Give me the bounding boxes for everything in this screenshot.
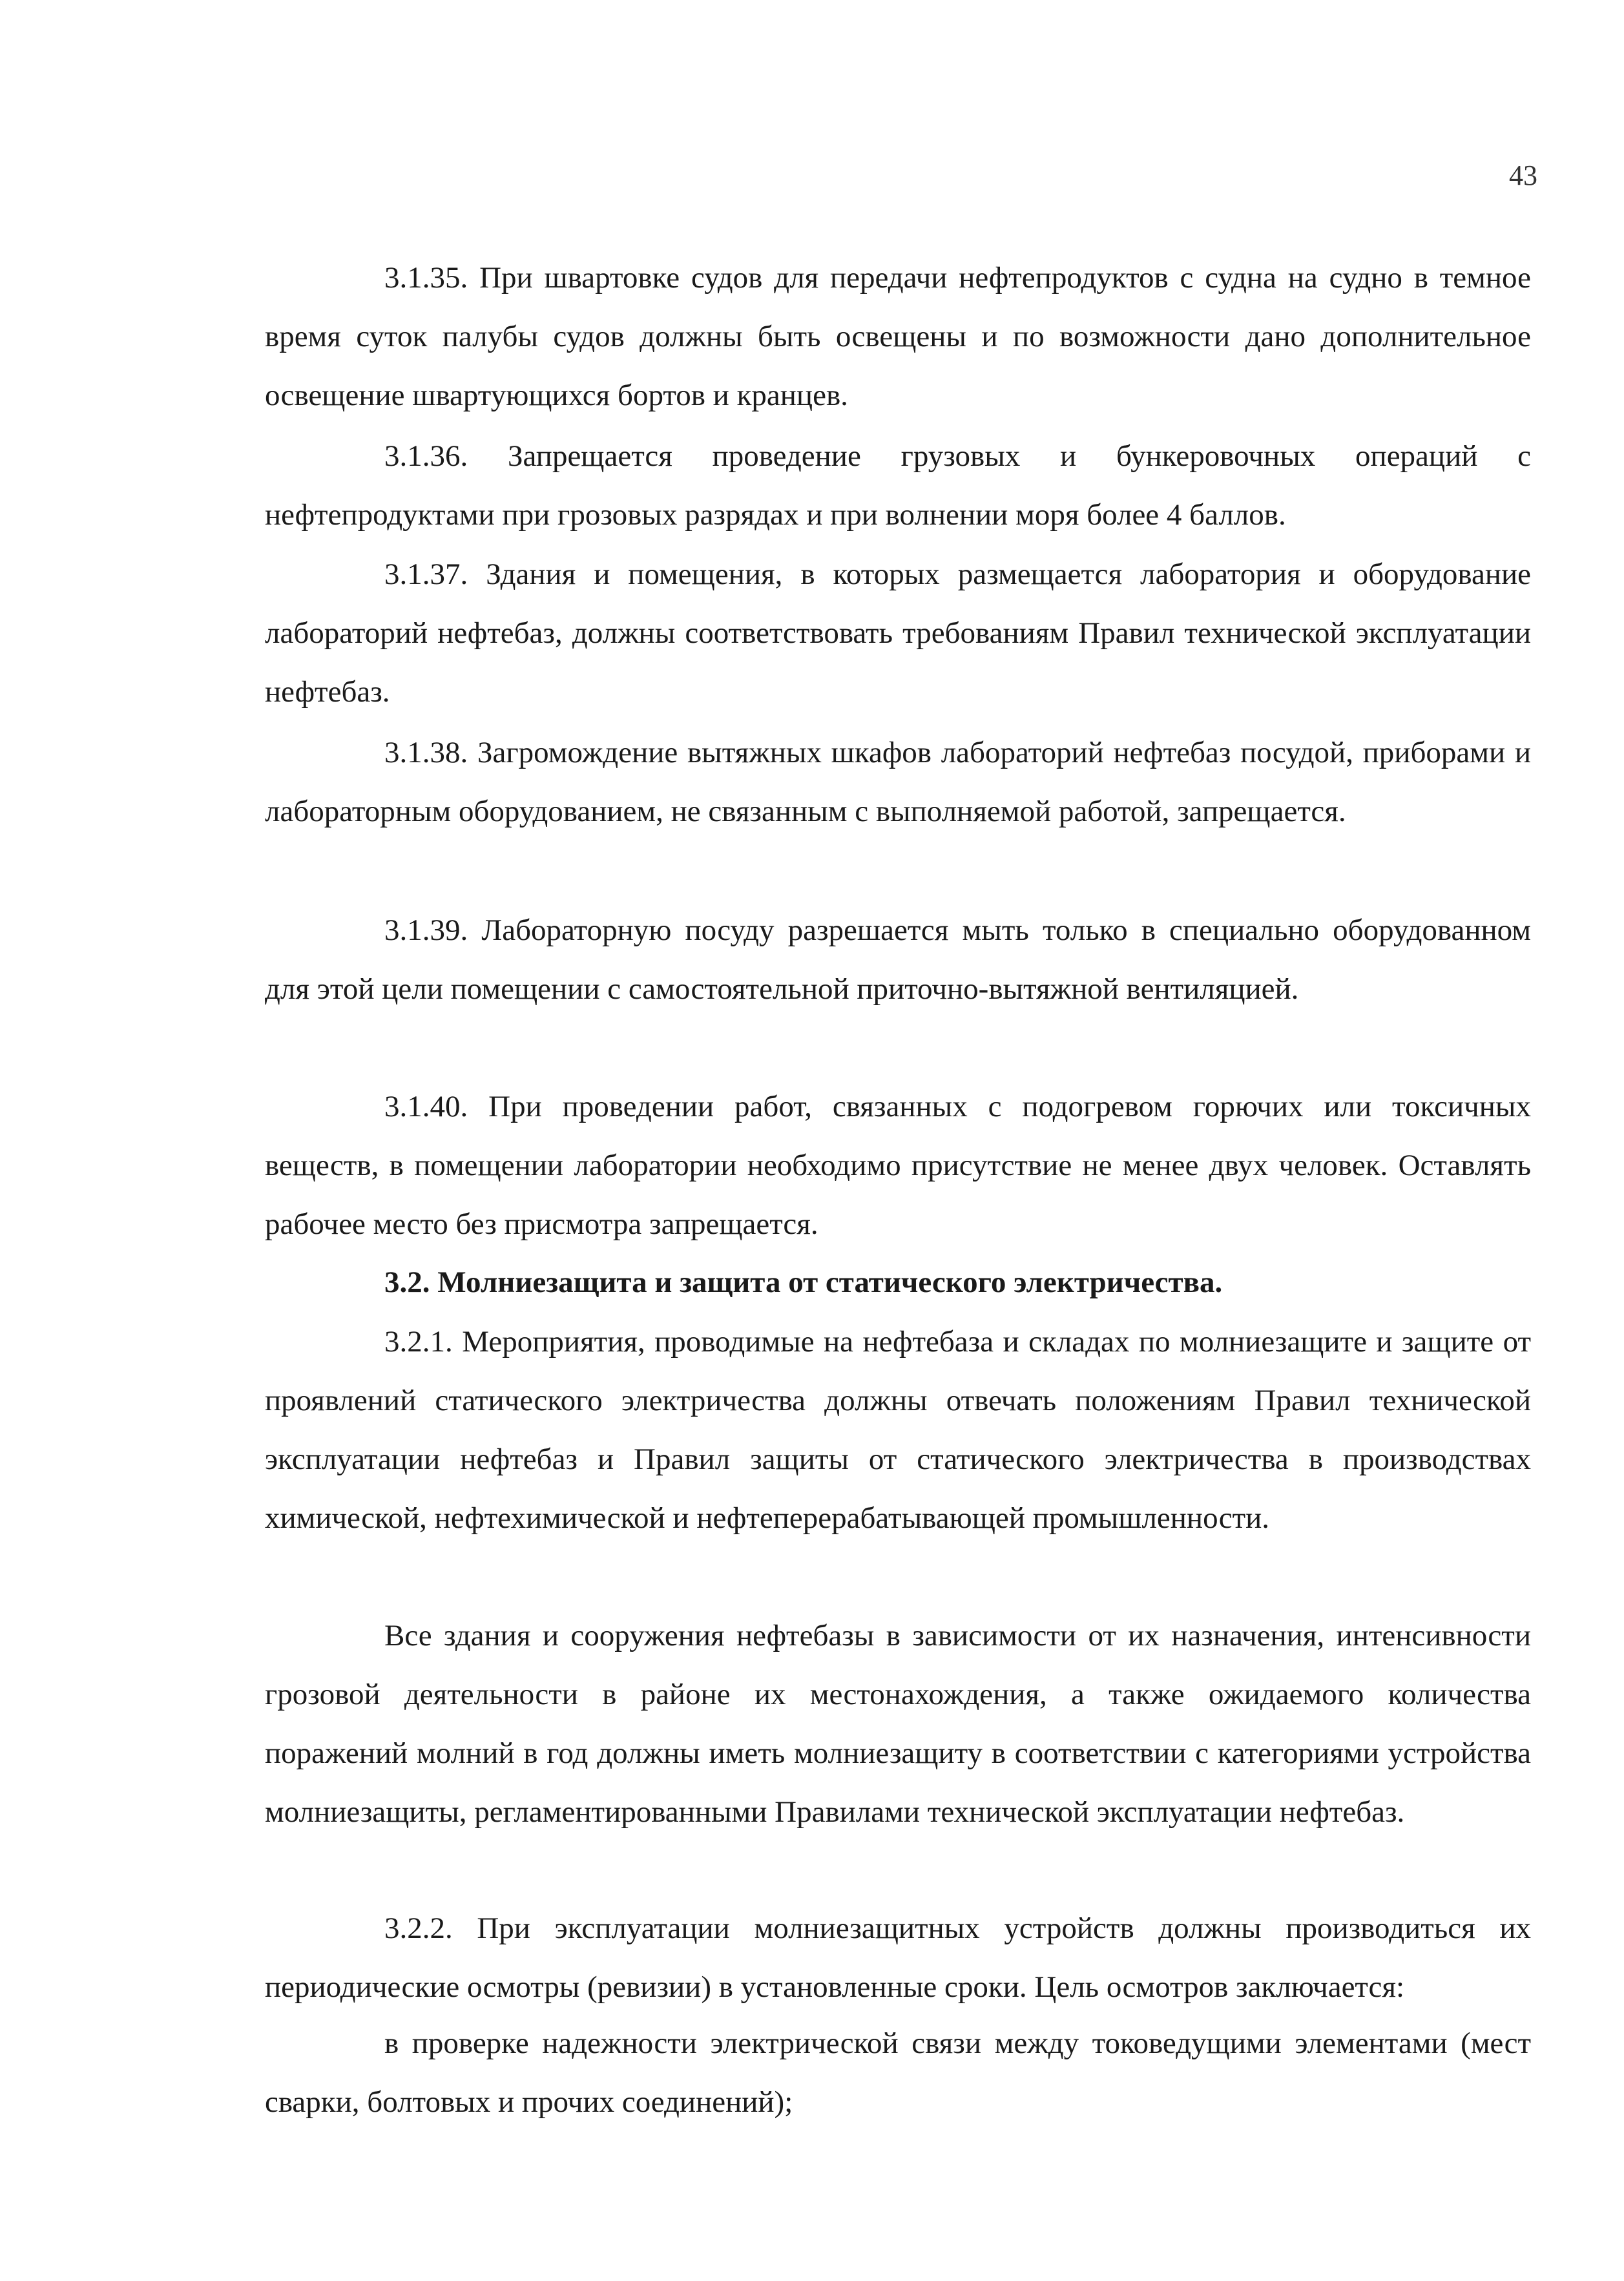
- paragraph-3-1-39: 3.1.39. Лабораторную посуду разрешается мыть только в специально оборудованном для этой цели помещении с самостоятельной приточно-вытяжной вентиляцией.: [265, 913, 1531, 1006]
- paragraph-3-2-2: 3.2.2. При эксплуатации молниезащитных устройств должны производиться их периодические осмотры (ревизии) в установленные сроки. Цель осмотров заключается:: [265, 1911, 1531, 2004]
- paragraph-inspection-item: в проверке надежности электрической связи между токоведущими элементами (мест сварки, болтовых и прочих соединений);: [265, 2026, 1531, 2119]
- paragraph-3-1-37: 3.1.37. Здания и помещения, в которых размещается лаборатория и оборудование лабораторий нефтебаз, должны соответствовать требованиям Правил технической эксплуатации нефтебаз.: [265, 557, 1531, 709]
- section-heading: 3.2. Молниезащита и защита от статического электричества.: [384, 1265, 1223, 1299]
- paragraph-lightning-protection: Все здания и сооружения нефтебазы в зависимости от их назначения, интенсивности грозовой деятельности в районе их местонахождения, а также ожидаемого количества поражений молний в год должны иметь молниезащиту в соответствии с категориями устройства молниезащиты, регламентированными Правилами технической эксплуатации нефтебаз.: [265, 1619, 1531, 1829]
- paragraph-3-1-38: 3.1.38. Загромождение вытяжных шкафов лабораторий нефтебаз посудой, приборами и лабораторным оборудованием, не связанным с выполняемой работой, запрещается.: [265, 736, 1531, 828]
- page-number: 43: [1509, 160, 1537, 191]
- paragraph-3-1-35: 3.1.35. При швартовке судов для передачи нефтепродуктов с судна на судно в темное время суток палубы судов должны быть освещены и по возможности дано дополнительное освещение швартующихся бортов и кранцев.: [265, 261, 1531, 412]
- paragraph-3-1-36: 3.1.36. Запрещается проведение грузовых и бункеровочных операций с нефтепродуктами при грозовых разрядах и при волнении моря более 4 баллов.: [265, 439, 1531, 532]
- paragraph-3-2-1: 3.2.1. Мероприятия, проводимые на нефтебаза и складах по молниезащите и защите от проявлений статического электричества должны отвечать положениям Правил технической эксплуатации нефтебаз и Правил защиты от статического электричества в производствах химической, нефтехимической и нефтеперерабатывающей промышленности.: [265, 1325, 1531, 1535]
- paragraph-3-1-40: 3.1.40. При проведении работ, связанных с подогревом горючих или токсичных веществ, в помещении лаборатории необходимо присутствие не менее двух человек. Оставлять рабочее место без присмотра запрещается.: [265, 1090, 1531, 1241]
